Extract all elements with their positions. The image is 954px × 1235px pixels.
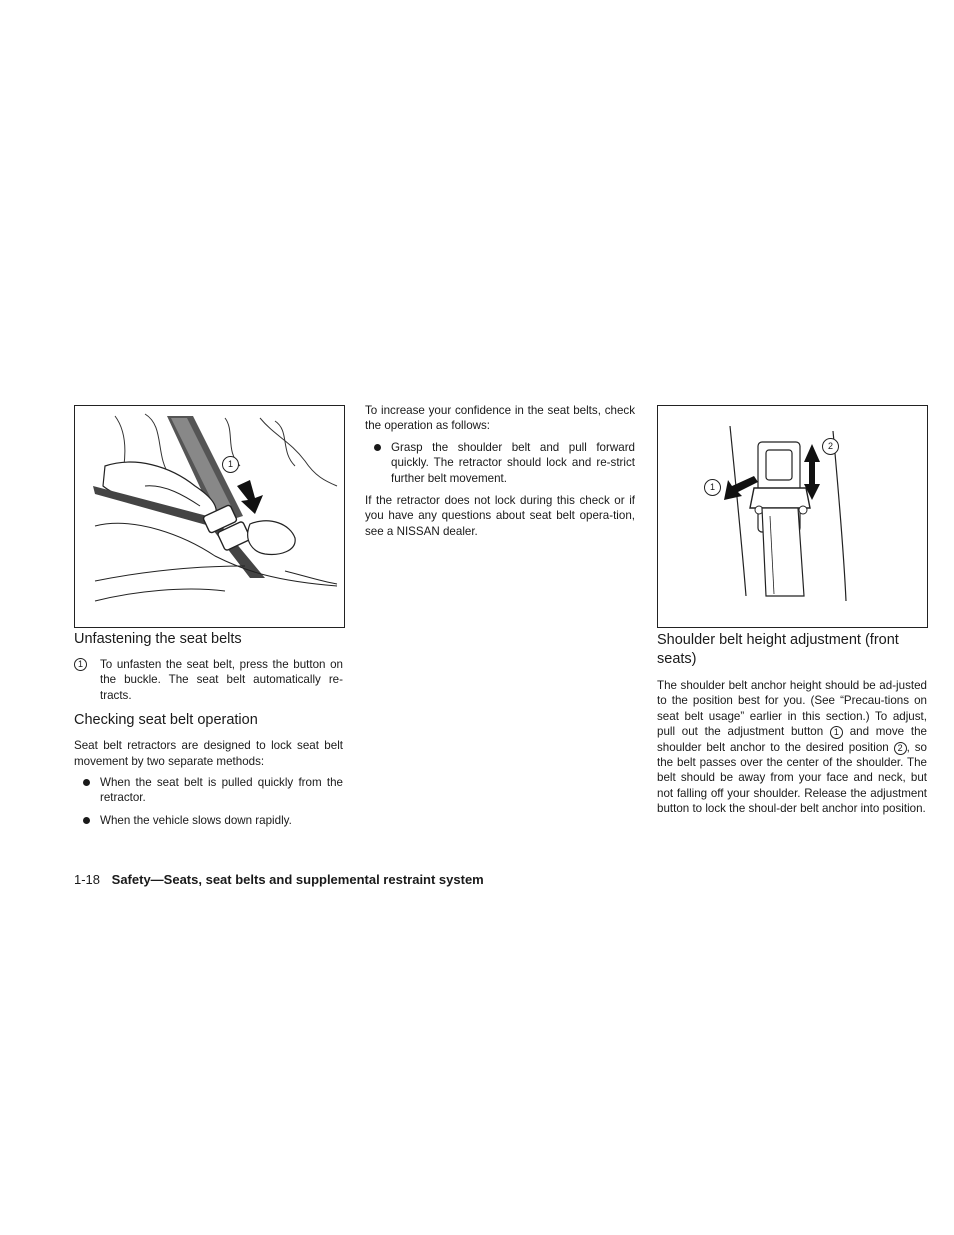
check-steps-list (365, 440, 635, 486)
dealer-para: If the retractor does not lock during this check or if you have any questions about seat belt opera-tion, see a NISSAN dealer. (365, 494, 635, 538)
section-title: Safety—Seats, seat belts and supplemental restraint system (111, 872, 484, 887)
bullet-icon (374, 444, 381, 451)
middle-column (365, 403, 635, 539)
page-number: 1-18 (74, 872, 101, 887)
heading-checking: Checking seat belt operation (74, 712, 258, 729)
bullet-icon (83, 779, 90, 786)
list-item: Grasp the shoulder belt and pull forward quickly. The retractor should lock and re-strict further belt movement. (365, 440, 635, 486)
page-footer (74, 872, 484, 887)
list-item: When the seat belt is pulled quickly from the retractor. (74, 775, 343, 806)
list-item: When the vehicle slows down rapidly. (74, 813, 343, 828)
callout-2: 2 (822, 438, 839, 455)
number-circle: 1 (830, 726, 843, 739)
shoulder-belt-adjustment-illustration (657, 405, 928, 628)
retractor-methods-list (74, 775, 343, 828)
numbered-item-1 (74, 657, 343, 703)
number-circle: 1 (74, 658, 87, 671)
heading-unfastening: Unfastening the seat belts (74, 631, 242, 647)
callout-1: 1 (222, 456, 239, 473)
bullet-icon (83, 817, 90, 824)
unfastening-seat-belt-illustration (74, 405, 345, 628)
retractor-intro: Seat belt retractors are designed to lock seat belt movement by two separate methods: (74, 739, 343, 768)
confidence-para: To increase your confidence in the seat belts, check the operation as follows: (365, 404, 635, 433)
left-column (74, 630, 343, 828)
callout-1: 1 (704, 479, 721, 496)
heading-shoulder-belt: Shoulder belt height adjustment (front seats) (657, 632, 899, 667)
right-column (657, 631, 927, 817)
shoulder-belt-para: The shoulder belt anchor height should be ad-justed to the position best for you. (See “Precau-tions on seat belt usage” earlier in this section.) To adjust, pull out the adjustment button 1 and move the shoulder belt anchor to the desired position 2 , so the belt passes over the center of the shoulder. The belt should be away from your face and neck, but not falling off your shoulder. Release the adjustment button to lock the shoul-der belt anchor into position. (657, 679, 927, 816)
number-circle: 2 (894, 742, 907, 755)
numbered-item-text: To unfasten the seat belt, press the button on the buckle. The seat belt automatically re-tracts. (100, 658, 343, 702)
